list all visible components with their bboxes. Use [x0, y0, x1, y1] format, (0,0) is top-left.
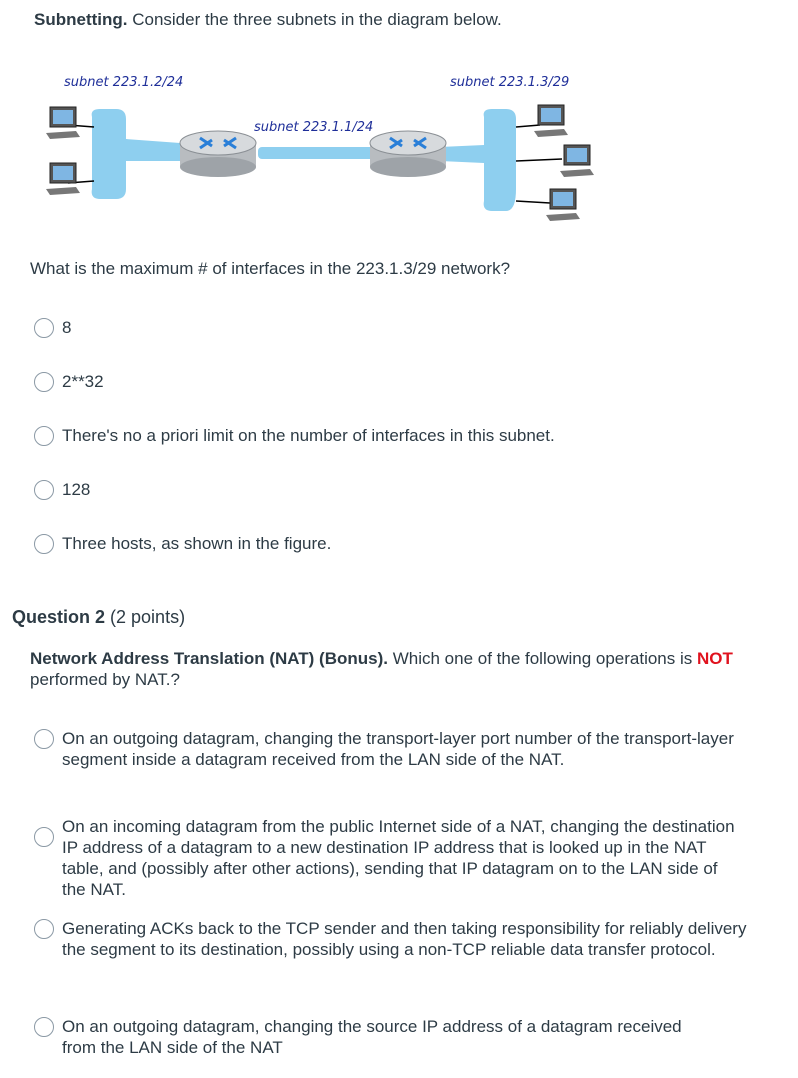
option-label: Three hosts, as shown in the figure. — [62, 534, 332, 553]
question-2-title: Question 2 — [12, 607, 106, 627]
question-2-prompt-bold: Network Address Translation (NAT) (Bonus). — [30, 649, 388, 668]
radio-button[interactable] — [34, 318, 54, 338]
host-computer-icon — [560, 145, 594, 177]
subnet-label-right: subnet 223.1.3/29 — [450, 75, 570, 90]
radio-button[interactable] — [34, 534, 54, 554]
question-2-header — [12, 607, 185, 628]
option-label: On an outgoing datagram, changing the transport-layer port number of the transport-layer segment inside a datagram received from the LAN side of the NAT. — [62, 729, 734, 769]
option-label: Generating ACKs back to the TCP sender and then taking responsibility for reliably delivery the segment to its destination, possibly using a non-TCP reliable data transfer protocol. — [62, 919, 747, 959]
question-1-heading-rest: Consider the three subnets in the diagram below. — [127, 10, 502, 29]
diagram-graphic — [30, 65, 630, 235]
subnet-label-middle: subnet 223.1.1/24 — [254, 120, 374, 135]
question-1-text: What is the maximum # of interfaces in the 223.1.3/29 network? — [30, 259, 511, 278]
question-1-heading-bold: Subnetting. — [34, 10, 128, 29]
radio-button[interactable] — [34, 480, 54, 500]
q1-option-8[interactable] — [34, 317, 71, 338]
left-lan-link — [68, 109, 180, 199]
router-right-icon — [370, 131, 446, 177]
radio-button[interactable] — [34, 426, 54, 446]
radio-button[interactable] — [34, 372, 54, 392]
subnet-diagram — [30, 65, 630, 235]
middle-link — [258, 147, 378, 159]
router-left-icon — [180, 131, 256, 177]
question-2-prompt — [30, 648, 770, 690]
question-2-prompt-end: performed by NAT.? — [30, 670, 180, 689]
host-computer-icon — [46, 163, 80, 195]
q2-option-generate-acks[interactable] — [34, 918, 754, 960]
question-2-points: (2 points) — [110, 607, 186, 627]
q2-option-source-ip-change[interactable] — [34, 1016, 694, 1058]
host-computer-icon — [46, 107, 80, 139]
option-label: There's no a priori limit on the number of interfaces in this subnet. — [62, 426, 555, 445]
radio-button[interactable] — [34, 1017, 54, 1037]
q1-option-2-pow-32[interactable] — [34, 371, 104, 392]
q1-option-128[interactable] — [34, 479, 90, 500]
host-computer-icon — [534, 105, 568, 137]
q2-option-dest-ip-change[interactable] — [34, 816, 742, 900]
subnet-label-left: subnet 223.1.2/24 — [64, 75, 184, 90]
option-label: 8 — [62, 318, 72, 337]
radio-button[interactable] — [34, 919, 54, 939]
option-label: On an outgoing datagram, changing the source IP address of a datagram received from the LAN side of the NAT — [62, 1017, 682, 1057]
radio-button[interactable] — [34, 827, 54, 847]
option-label: 128 — [62, 480, 91, 499]
question-1-heading — [34, 10, 502, 30]
question-2-prompt-mid: Which one of the following operations is — [387, 649, 697, 668]
q1-option-no-limit[interactable] — [34, 425, 555, 446]
question-2-prompt-not: NOT — [697, 649, 733, 668]
host-computer-icon — [546, 189, 580, 221]
option-label: On an incoming datagram from the public Internet side of a NAT, changing the destination IP address of a datagram to a new destination IP address that is looked up in the NAT table, and (possibly after other actions), sending that IP datagram on to the LAN side of the NAT. — [62, 817, 735, 899]
q1-option-three-hosts[interactable] — [34, 533, 331, 554]
radio-button[interactable] — [34, 729, 54, 749]
option-label: 2**32 — [62, 372, 104, 391]
q2-option-port-change[interactable] — [34, 728, 734, 770]
